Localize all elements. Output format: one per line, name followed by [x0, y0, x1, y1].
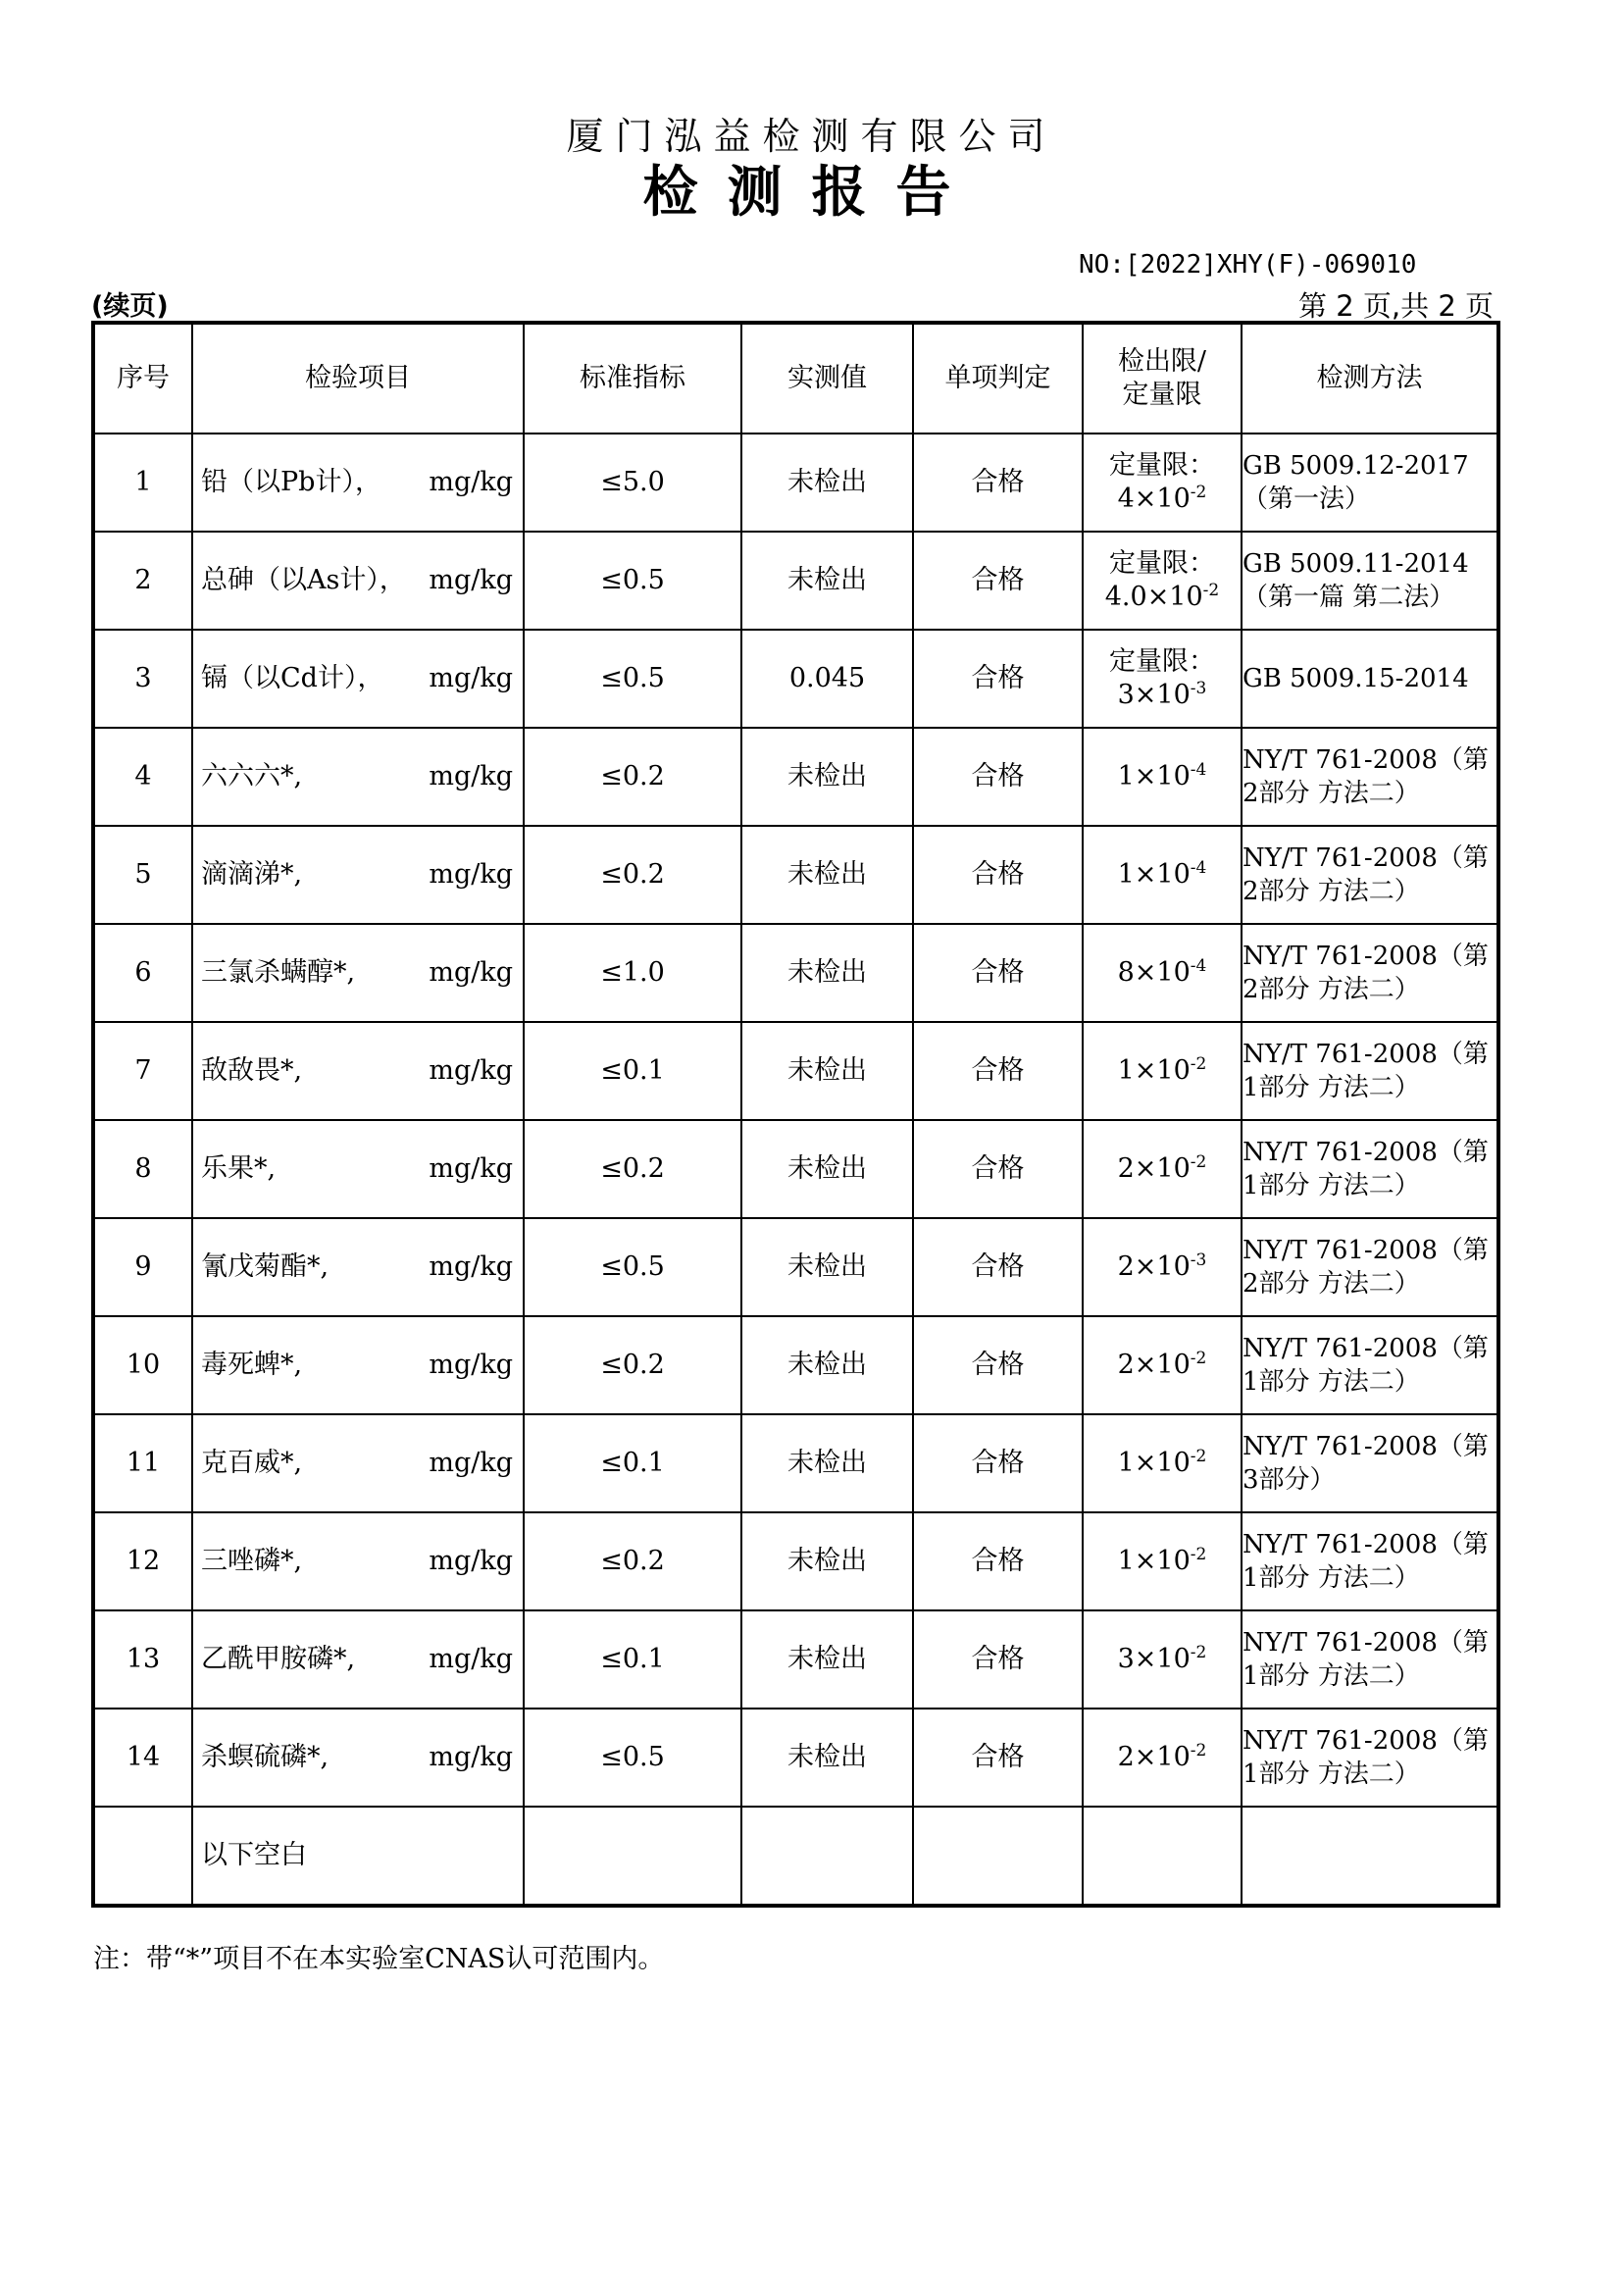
row-method-line2: （第一法）: [1243, 485, 1371, 514]
row-method: [1242, 1022, 1498, 1120]
row-method-line2: 1部分 方法二）: [1243, 1563, 1420, 1593]
row-item-name: 三氯杀螨醇*,: [201, 957, 356, 988]
report-title: 检测报告: [642, 161, 981, 225]
row-limit: [1083, 532, 1242, 630]
row-item-name: 三唑磷*,: [201, 1546, 303, 1576]
row-no: 14: [93, 1709, 192, 1807]
row-method-line1: NY/T 761-2008（第: [1243, 1334, 1489, 1363]
row-limit-base: 2×10: [1117, 1251, 1191, 1282]
row-item-unit: mg/kg: [429, 761, 513, 791]
header-limit-line2: 定量限: [1122, 380, 1202, 410]
row-limit-exponent: -2: [1190, 1054, 1207, 1074]
row-no: 9: [93, 1218, 192, 1316]
row-item-unit: mg/kg: [429, 565, 513, 595]
row-item-name: 乙酰甲胺磷*,: [201, 1644, 356, 1674]
table-row: [93, 728, 1498, 826]
table-row: [93, 1120, 1498, 1218]
row-method-line2: 3部分）: [1243, 1465, 1336, 1495]
row-item-name: 克百威*,: [201, 1448, 303, 1478]
row-method: [1242, 1610, 1498, 1709]
row-item: [192, 1022, 524, 1120]
row-limit-base: 3×10: [1117, 680, 1191, 710]
row-judgement: 合格: [913, 1709, 1083, 1807]
row-limit-exponent: -3: [1190, 1250, 1207, 1270]
row-limit: [1083, 1610, 1242, 1709]
continuation-label: (续页): [91, 291, 169, 322]
row-judgement: 合格: [913, 826, 1083, 924]
row-judgement: 合格: [913, 1316, 1083, 1414]
row-method-line1: NY/T 761-2008（第: [1243, 1530, 1489, 1559]
row-measured: 0.045: [741, 630, 913, 728]
row-no: 6: [93, 924, 192, 1022]
row-limit-base: 2×10: [1117, 1153, 1191, 1184]
row-method-line1: GB 5009.12-2017: [1243, 451, 1469, 481]
row-no: 1: [93, 434, 192, 532]
row-judgement: 合格: [913, 1414, 1083, 1512]
row-measured: 未检出: [741, 1120, 913, 1218]
row-measured: 未检出: [741, 1022, 913, 1120]
row-item-name: 毒死蜱*,: [201, 1350, 303, 1380]
row-limit-exponent: -4: [1190, 858, 1207, 878]
row-no: 4: [93, 728, 192, 826]
row-limit-base: 2×10: [1117, 1742, 1191, 1772]
row-method-line2: 2部分 方法二）: [1243, 975, 1420, 1004]
row-no: 13: [93, 1610, 192, 1709]
table-row: [93, 826, 1498, 924]
row-limit-exponent: -2: [1190, 1545, 1207, 1564]
row-item-name: 杀螟硫磷*,: [201, 1742, 330, 1772]
row-method: [1242, 434, 1498, 532]
row-standard: ≤0.2: [524, 728, 741, 826]
results-table: [91, 321, 1500, 1908]
row-standard: ≤0.2: [524, 1316, 741, 1414]
row-item: [192, 826, 524, 924]
row-item-unit: mg/kg: [429, 1350, 513, 1380]
row-standard: ≤1.0: [524, 924, 741, 1022]
table-row: [93, 1414, 1498, 1512]
row-measured: 未检出: [741, 826, 913, 924]
row-method-line1: NY/T 761-2008（第: [1243, 1726, 1489, 1756]
row-item: [192, 1120, 524, 1218]
row-method-line1: NY/T 761-2008（第: [1243, 1628, 1489, 1658]
table-row: [93, 434, 1498, 532]
row-method-line1: NY/T 761-2008（第: [1243, 1138, 1489, 1167]
row-limit-base: 1×10: [1117, 859, 1191, 890]
row-item-name: 六六六*,: [201, 761, 303, 791]
row-item: [192, 1512, 524, 1610]
row-limit-exponent: -2: [1202, 581, 1220, 600]
row-item-unit: mg/kg: [429, 1251, 513, 1282]
row-method-line2: 1部分 方法二）: [1243, 1073, 1420, 1102]
row-judgement: 合格: [913, 1022, 1083, 1120]
row-judgement: 合格: [913, 1120, 1083, 1218]
row-method-line1: NY/T 761-2008（第: [1243, 1040, 1489, 1069]
row-measured: 未检出: [741, 1316, 913, 1414]
row-limit-base: 1×10: [1117, 1546, 1191, 1576]
row-method-line2: 1部分 方法二）: [1243, 1661, 1420, 1691]
row-limit-base: 3×10: [1117, 1644, 1191, 1674]
row-judgement: 合格: [913, 434, 1083, 532]
row-method-line1: NY/T 761-2008（第: [1243, 745, 1489, 775]
row-limit-exponent: -4: [1190, 956, 1207, 976]
header-judgement: 单项判定: [913, 323, 1083, 434]
row-no: 11: [93, 1414, 192, 1512]
row-limit-exponent: -2: [1190, 1741, 1207, 1760]
row-limit-base: 4×10: [1117, 484, 1191, 514]
row-item-unit: mg/kg: [429, 1644, 513, 1674]
row-method-line2: 2部分 方法二）: [1243, 877, 1420, 906]
row-method-line2: 2部分 方法二）: [1243, 1269, 1420, 1299]
row-method: [1242, 826, 1498, 924]
row-method: [1242, 630, 1498, 728]
row-item: [192, 728, 524, 826]
row-method: [1242, 1512, 1498, 1610]
row-item: [192, 1610, 524, 1709]
row-judgement: 合格: [913, 1512, 1083, 1610]
row-item: [192, 1218, 524, 1316]
report-number: NO:[2022]XHY(F)-069010: [1079, 250, 1417, 280]
row-standard: ≤0.1: [524, 1022, 741, 1120]
row-measured: 未检出: [741, 1610, 913, 1709]
row-item-unit: mg/kg: [429, 1448, 513, 1478]
row-method-line1: NY/T 761-2008（第: [1243, 843, 1489, 873]
row-limit: [1083, 1120, 1242, 1218]
row-limit: [1083, 1512, 1242, 1610]
header-item: 检验项目: [192, 323, 524, 434]
blank-cell: [524, 1807, 741, 1906]
row-method-line1: NY/T 761-2008（第: [1243, 942, 1489, 971]
row-no: 10: [93, 1316, 192, 1414]
blank-row-text: 以下空白: [192, 1807, 524, 1906]
row-item: [192, 924, 524, 1022]
row-measured: 未检出: [741, 532, 913, 630]
row-judgement: 合格: [913, 1610, 1083, 1709]
row-method-line1: GB 5009.11-2014: [1243, 549, 1469, 579]
table-row: [93, 1610, 1498, 1709]
row-limit-prefix: 定量限：: [1109, 646, 1215, 677]
row-no: 12: [93, 1512, 192, 1610]
row-limit-prefix: 定量限：: [1109, 450, 1215, 481]
row-item-name: 氰戊菊酯*,: [201, 1251, 330, 1282]
row-method-line2: （第一篇 第二法）: [1243, 583, 1455, 612]
row-limit: [1083, 1709, 1242, 1807]
table-row: [93, 924, 1498, 1022]
row-standard: ≤0.5: [524, 1709, 741, 1807]
row-no: 5: [93, 826, 192, 924]
row-item-unit: mg/kg: [429, 663, 513, 693]
row-measured: 未检出: [741, 728, 913, 826]
row-standard: ≤0.5: [524, 630, 741, 728]
table-row: [93, 1512, 1498, 1610]
row-measured: 未检出: [741, 1414, 913, 1512]
header-limit-line1: 检出限/: [1117, 346, 1207, 377]
row-judgement: 合格: [913, 728, 1083, 826]
row-measured: 未检出: [741, 434, 913, 532]
header-no: 序号: [93, 323, 192, 434]
row-limit-prefix: 定量限：: [1109, 548, 1215, 579]
header-measured: 实测值: [741, 323, 913, 434]
row-measured: 未检出: [741, 1709, 913, 1807]
row-limit-exponent: -2: [1190, 483, 1207, 502]
row-standard: ≤0.2: [524, 1512, 741, 1610]
row-measured: 未检出: [741, 1218, 913, 1316]
blank-row: [93, 1807, 1498, 1906]
table-header-row: [93, 323, 1498, 434]
row-no: 8: [93, 1120, 192, 1218]
row-method-line2: 1部分 方法二）: [1243, 1367, 1420, 1397]
row-item-name: 总砷（以As计），: [201, 565, 406, 595]
header-method: 检测方法: [1242, 323, 1498, 434]
row-limit: [1083, 728, 1242, 826]
footnote: 注：带“*”项目不在本实验室CNAS认可范围内。: [93, 1944, 665, 1974]
row-limit: [1083, 1022, 1242, 1120]
row-standard: ≤0.1: [524, 1414, 741, 1512]
row-item-unit: mg/kg: [429, 1546, 513, 1576]
table-body: [93, 434, 1498, 1906]
row-limit: [1083, 434, 1242, 532]
header-standard: 标准指标: [524, 323, 741, 434]
row-item-unit: mg/kg: [429, 957, 513, 988]
row-limit: [1083, 1414, 1242, 1512]
row-item-unit: mg/kg: [429, 859, 513, 890]
row-standard: ≤0.2: [524, 1120, 741, 1218]
row-method-line1: NY/T 761-2008（第: [1243, 1432, 1489, 1461]
table-row: [93, 630, 1498, 728]
row-limit-exponent: -4: [1190, 760, 1207, 780]
row-item-name: 滴滴涕*,: [201, 859, 303, 890]
row-judgement: 合格: [913, 1218, 1083, 1316]
row-limit-base: 4.0×10: [1104, 582, 1203, 612]
row-item-name: 敌敌畏*,: [201, 1055, 303, 1086]
row-measured: 未检出: [741, 924, 913, 1022]
row-item-name: 镉（以Cd计），: [201, 663, 384, 693]
row-no: 3: [93, 630, 192, 728]
row-limit-base: 1×10: [1117, 1055, 1191, 1086]
row-item: [192, 630, 524, 728]
row-method: [1242, 1709, 1498, 1807]
row-method-line2: 1部分 方法二）: [1243, 1171, 1420, 1200]
row-method: [1242, 1414, 1498, 1512]
row-standard: ≤0.1: [524, 1610, 741, 1709]
blank-cell: [1242, 1807, 1498, 1906]
blank-cell: [93, 1807, 192, 1906]
row-item-unit: mg/kg: [429, 1055, 513, 1086]
row-no: 2: [93, 532, 192, 630]
row-item-unit: mg/kg: [429, 1742, 513, 1772]
table-row: [93, 1218, 1498, 1316]
company-name: 厦门泓益检测有限公司: [566, 115, 1057, 158]
row-standard: ≤5.0: [524, 434, 741, 532]
table-row: [93, 1022, 1498, 1120]
row-method-line1: NY/T 761-2008（第: [1243, 1236, 1489, 1265]
row-method: [1242, 1218, 1498, 1316]
table-row: [93, 1316, 1498, 1414]
row-method-line2: 2部分 方法二）: [1243, 779, 1420, 808]
row-method-line2: 1部分 方法二）: [1243, 1760, 1420, 1789]
row-item: [192, 532, 524, 630]
row-judgement: 合格: [913, 630, 1083, 728]
table-row: [93, 532, 1498, 630]
row-measured: 未检出: [741, 1512, 913, 1610]
row-method: [1242, 1120, 1498, 1218]
row-judgement: 合格: [913, 532, 1083, 630]
row-limit-exponent: -3: [1190, 679, 1207, 698]
row-limit-base: 8×10: [1117, 957, 1191, 988]
header-limit: [1083, 323, 1242, 434]
row-item-unit: mg/kg: [429, 467, 513, 497]
row-item-name: 铅（以Pb计），: [201, 467, 381, 497]
row-judgement: 合格: [913, 924, 1083, 1022]
table-row: [93, 1709, 1498, 1807]
row-limit-exponent: -2: [1190, 1349, 1207, 1368]
row-standard: ≤0.5: [524, 532, 741, 630]
row-limit: [1083, 924, 1242, 1022]
row-method: [1242, 924, 1498, 1022]
row-limit: [1083, 1218, 1242, 1316]
row-item-unit: mg/kg: [429, 1153, 513, 1184]
page-info: 第 2 页,共 2 页: [1298, 289, 1494, 323]
blank-cell: [741, 1807, 913, 1906]
row-item-name: 乐果*,: [201, 1153, 277, 1184]
row-limit: [1083, 1316, 1242, 1414]
blank-cell: [913, 1807, 1083, 1906]
row-limit: [1083, 630, 1242, 728]
row-limit-exponent: -2: [1190, 1643, 1207, 1662]
row-limit-base: 1×10: [1117, 761, 1191, 791]
row-method: [1242, 728, 1498, 826]
row-limit-exponent: -2: [1190, 1447, 1207, 1466]
row-standard: ≤0.2: [524, 826, 741, 924]
row-no: 7: [93, 1022, 192, 1120]
row-limit: [1083, 826, 1242, 924]
row-item: [192, 1709, 524, 1807]
blank-cell: [1083, 1807, 1242, 1906]
row-item: [192, 434, 524, 532]
row-method: [1242, 532, 1498, 630]
row-standard: ≤0.5: [524, 1218, 741, 1316]
row-item: [192, 1316, 524, 1414]
row-item: [192, 1414, 524, 1512]
row-limit-exponent: -2: [1190, 1152, 1207, 1172]
row-method-line1: GB 5009.15-2014: [1243, 664, 1469, 693]
row-method: [1242, 1316, 1498, 1414]
row-limit-base: 1×10: [1117, 1448, 1191, 1478]
row-limit-base: 2×10: [1117, 1350, 1191, 1380]
